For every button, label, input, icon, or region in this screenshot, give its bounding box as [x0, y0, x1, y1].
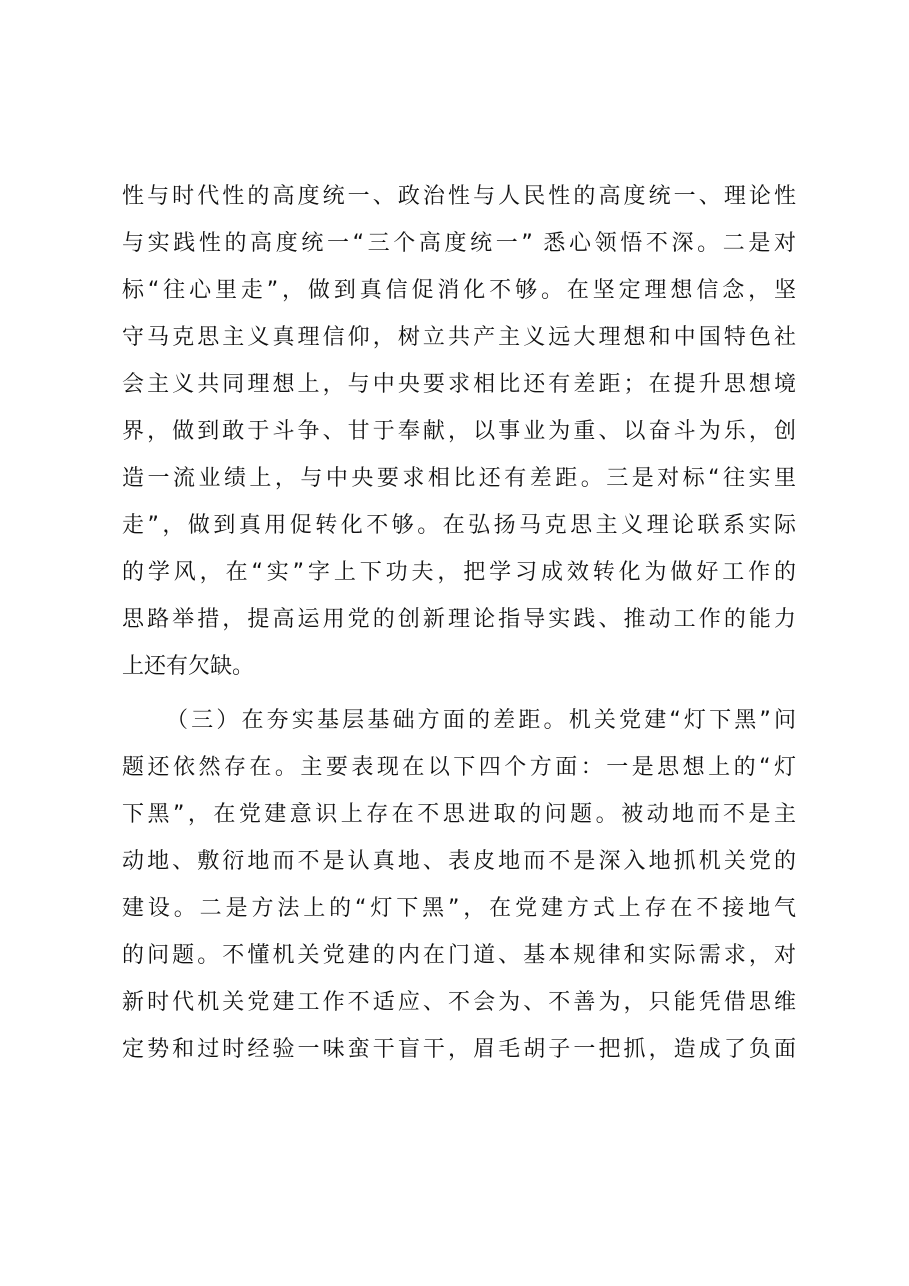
- text-line: 思路举措，提高运用党的创新理论指导实践、推动工作的能力: [122, 607, 796, 632]
- text-line: 性与时代性的高度统一、政治性与人民性的高度统一、理论性: [122, 184, 796, 209]
- text-line: 界，做到敢于斗争、甘于奉献，以事业为重、以奋斗为乐，创: [122, 419, 796, 444]
- text-line: 新时代机关党建工作不适应、不会为、不善为，只能凭借思维: [122, 990, 796, 1015]
- text-line: 造一流业绩上，与中央要求相比还有差距。三是对标“往实里: [122, 466, 796, 491]
- text-line: 下黑”，在党建意识上存在不思进取的问题。被动地而不是主: [122, 802, 796, 827]
- paragraph-heading-line: （三）在夯实基层基础方面的差距。机关党建“灯下黑”问: [166, 708, 796, 733]
- text-line: 的学风，在“实”字上下功夫，把学习成效转化为做好工作的: [122, 560, 796, 585]
- text-line: 会主义共同理想上，与中央要求相比还有差距；在提升思想境: [122, 372, 796, 397]
- text-line: 标“往心里走”，做到真信促消化不够。在坚定理想信念，坚: [122, 278, 796, 303]
- text-line: 建设。二是方法上的“灯下黑”，在党建方式上存在不接地气: [122, 896, 796, 921]
- text-line: 与实践性的高度统一“三个高度统一” 悉心领悟不深。二是对: [122, 231, 796, 256]
- text-line: 守马克思主义真理信仰，树立共产主义远大理想和中国特色社: [122, 325, 796, 350]
- text-line: 定势和过时经验一味蛮干盲干，眉毛胡子一把抓，造成了负面: [122, 1037, 796, 1062]
- text-line: 走”，做到真用促转化不够。在弘扬马克思主义理论联系实际: [122, 513, 796, 538]
- text-line: 上还有欠缺。: [122, 654, 255, 679]
- text-line: 的问题。不懂机关党建的内在门道、基本规律和实际需求，对: [122, 943, 796, 968]
- text-line: 题还依然存在。主要表现在以下四个方面：一是思想上的“灯: [122, 755, 796, 780]
- text-line: 动地、敷衍地而不是认真地、表皮地而不是深入地抓机关党的: [122, 849, 796, 874]
